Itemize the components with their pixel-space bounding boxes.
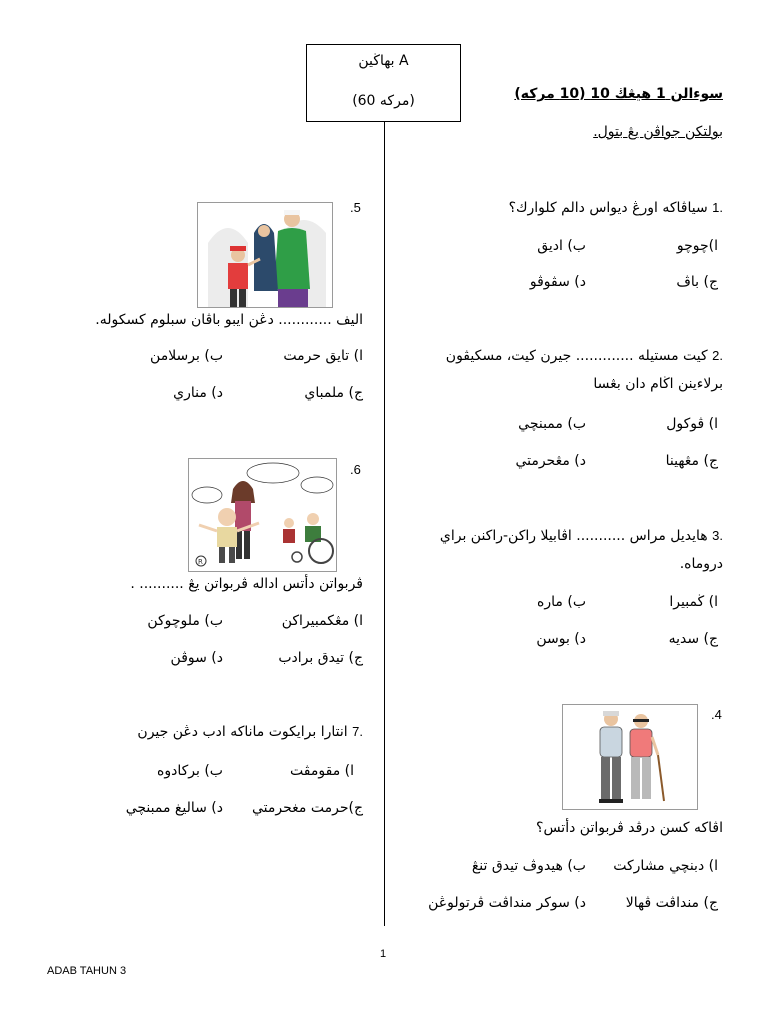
q7-option-d[interactable]: د) ساليغ ممبنچي — [125, 800, 223, 816]
q6-option-c[interactable]: ج) تيدق برادب — [278, 650, 363, 666]
q3-option-d[interactable]: د) بوسن — [536, 631, 586, 647]
q3-number: .3 — [712, 528, 723, 543]
q2-stem: كيت مستيله ............. جيرن كيت، مسكيڤون — [445, 348, 708, 364]
q6-option-a[interactable]: ا) مڠكمبيراكن — [281, 613, 363, 629]
q7-text — [137, 722, 363, 742]
q7-option-c[interactable]: ج)حرمت مغحرمتي — [252, 800, 363, 816]
q1-text — [509, 198, 723, 218]
column-divider — [384, 122, 385, 926]
q5-number: .5 — [350, 200, 361, 215]
q4-number: .4 — [711, 707, 722, 722]
q3-option-b[interactable]: ب) ماره — [537, 594, 586, 610]
q2-option-c[interactable]: ج) مڠهينا — [665, 453, 718, 469]
section-a-label: بهاڬين A — [358, 53, 409, 69]
section-a-box — [306, 44, 461, 122]
q7-stem: انتارا برايكوت ماناكه ادب دڠن جيرن — [137, 724, 348, 740]
q1-option-d[interactable]: د) سڤوڤو — [529, 274, 586, 290]
section-heading: سوءالن 1 هيڠڬ 10 (10 مركه) — [514, 86, 723, 102]
q6-stem: ڤربواتن دأتس اداله ڤربواتن يڠ .......... . — [130, 576, 363, 592]
q1-option-a[interactable]: ا)چوچو — [676, 238, 718, 254]
q7-option-b[interactable]: ب) بركادوه — [157, 763, 223, 779]
q3-stem: هايديل مراس ........... اڤابيلا راكن-راكنن براي — [439, 528, 708, 544]
page-number: 1 — [380, 948, 387, 960]
section-a-marks: (60 مركه) — [352, 93, 415, 109]
q3-text-line1 — [440, 526, 723, 546]
q7-number: .7 — [352, 724, 363, 739]
q4-option-a[interactable]: ا) دبنچي مشاركت — [613, 858, 718, 874]
q5-option-c[interactable]: ج) ملمباي — [304, 385, 363, 401]
instruction-text: بولتکن جواڤن يڠ بتول. — [593, 124, 723, 140]
footer-text: ADAB TAHUN 3 — [47, 965, 127, 977]
q6-image-mocking-comic — [188, 458, 337, 572]
q5-option-d[interactable]: د) مناري — [173, 385, 223, 401]
svg-text:R: R — [198, 558, 203, 566]
q2-option-a[interactable]: ا) ڤوكول — [666, 416, 718, 432]
q3-text-line2: دروماه. — [679, 556, 723, 572]
q6-number: .6 — [350, 462, 361, 477]
q5-option-a[interactable]: ا) تايق حرمت — [283, 348, 363, 364]
q2-number: .2 — [712, 348, 723, 363]
q5-image-child-salam — [197, 202, 333, 308]
q1-option-b[interactable]: ب) اديق — [537, 238, 586, 254]
q4-option-b[interactable]: ب) هيدوڤ تيدق تنڠ — [471, 858, 586, 874]
q2-option-d[interactable]: د) مڠحرمتي — [515, 453, 586, 469]
q7-option-a[interactable]: ا) مقومڤت — [290, 763, 354, 779]
q4-option-d[interactable]: د) سوكر منداڤت ڤرتولوڠن — [428, 895, 586, 911]
q3-option-a[interactable]: ا) ڬمبيرا — [669, 594, 718, 610]
q6-option-b[interactable]: ب) ملوچوكن — [147, 613, 223, 629]
q6-option-d[interactable]: د) سوڤن — [170, 650, 223, 666]
q4-option-c[interactable]: ج) منداڤت ڤهالا — [625, 895, 718, 911]
q2-text-line1 — [446, 346, 723, 366]
q1-number: .1 — [712, 200, 723, 215]
q4-stem: اڤاكه كسن درڤد ڤربواتن دأتس؟ — [536, 820, 723, 836]
q2-option-b[interactable]: ب) ممبنچي — [518, 416, 586, 432]
q4-image-elderly-helped — [562, 704, 698, 810]
q1-option-c[interactable]: ج) باڤ — [676, 274, 718, 290]
q5-option-b[interactable]: ب) برسلامن — [150, 348, 223, 364]
q3-option-c[interactable]: ج) سديه — [668, 631, 718, 647]
q2-text-line2: برلاءينن اڬام دان بڠسا — [593, 376, 723, 392]
q5-stem: اليف ............ دڠن ايبو باڤان سبلوم كسكوله. — [95, 312, 363, 328]
q1-stem: سياڤاكه اورڠ ديواس دالم كلوارك؟ — [508, 200, 708, 216]
